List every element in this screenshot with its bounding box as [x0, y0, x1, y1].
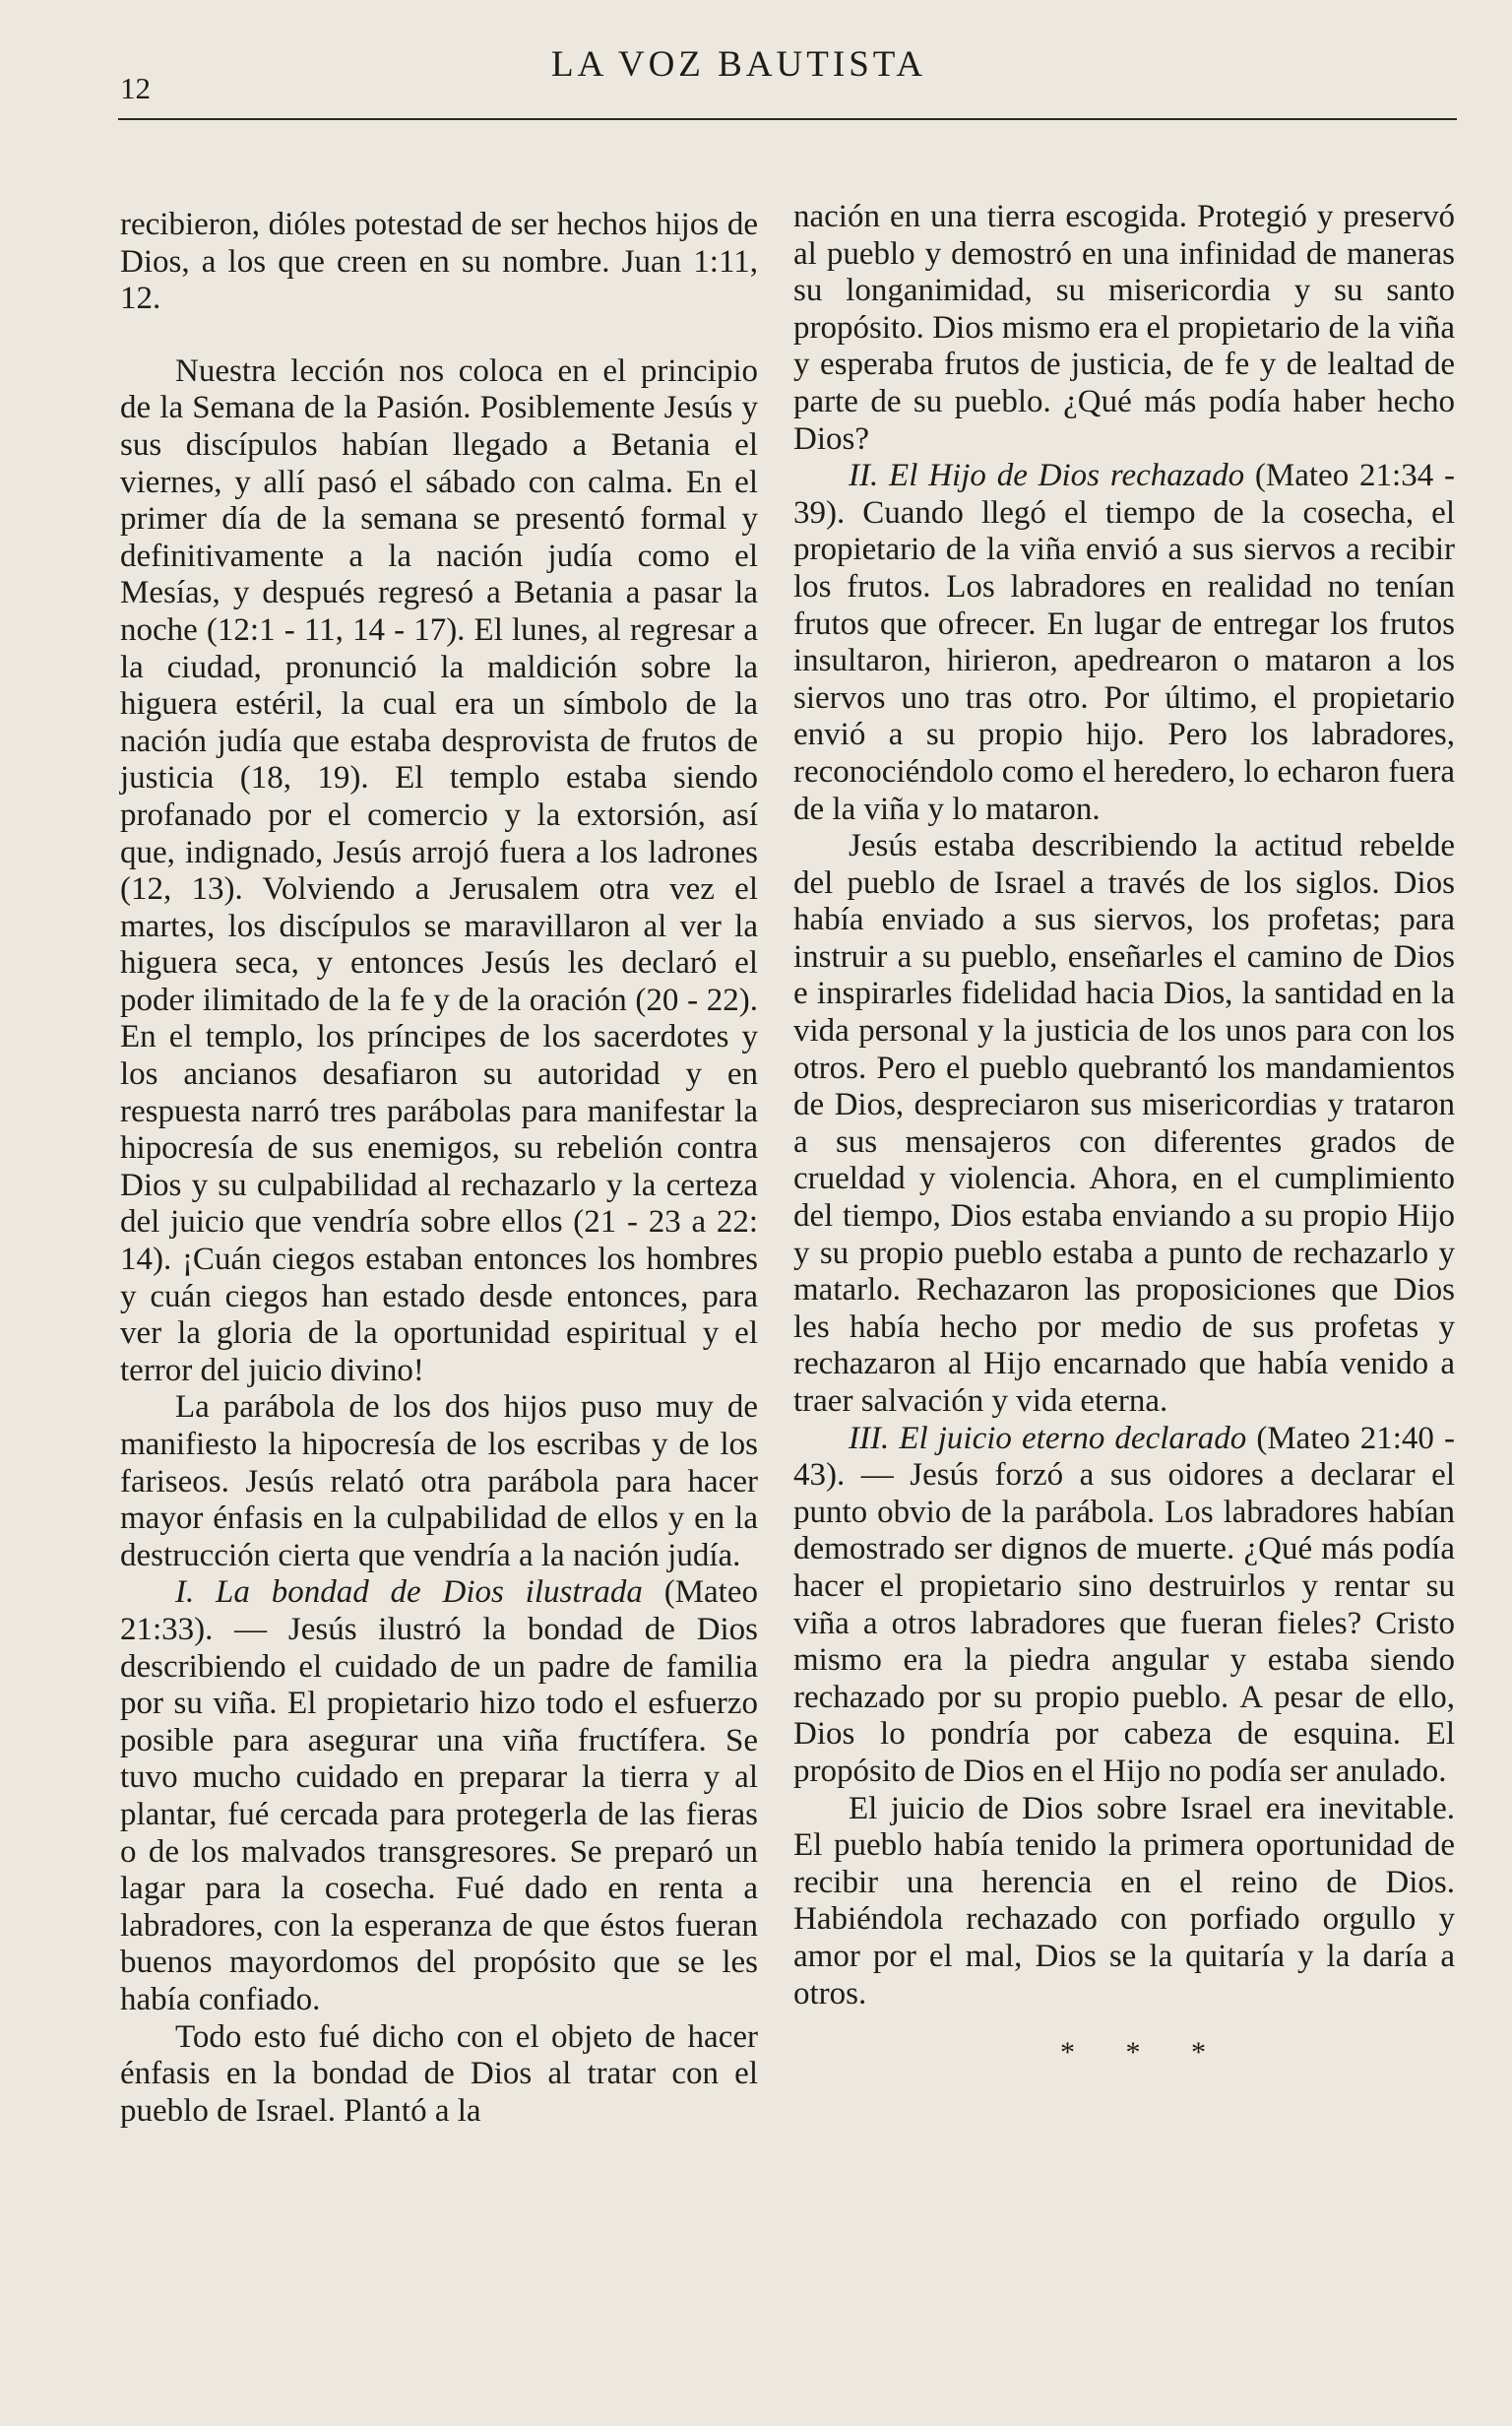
section-two-body: (Mateo 21:34 - 39). Cuando llegó el tiempo de la cosecha, el propietario de la viña envió a sus siervos a recibir los frutos. Los labradores en realidad no tenían frutos que ofrecer. En lugar de entregar los frutos insultaron, hirieron, apedrearon o mataron a los siervos uno tras otro. Por último, el propietario envió a su propio hijo. Pero los labradores, reconociéndolo como el heredero, lo echaron fuera de la viña y lo mataron.	[793, 458, 1456, 827]
running-title: LA VOZ BAUTISTA	[551, 44, 927, 85]
section-one-heading: I. La bondad de Dios ilustrada	[175, 1574, 643, 1611]
section-one	[120, 1574, 758, 2018]
right-column	[793, 199, 1455, 2072]
paragraph-israel-attitude: Jesús estaba describiendo la actitud rebelde del pueblo de Israel a través de los siglos. Dios había enviado a sus siervos, los profetas; para instruir a su pueblo, enseñarles el camino de Dios e inspirarles fidelidad hacia Dios, la santidad en la vida personal y la justicia de los unos para con los otros. Pero el pueblo quebrantó los mandamientos de Dios, despreciaron sus misericordias y trataron a sus mensajeros con diferentes grados de crueldad y violencia. Ahora, en el cumplimiento del tiempo, Dios estaba enviando a su propio Hijo y su propio pueblo estaba a punto de rechazarlo y matarlo. Rechazaron las proposiciones que Dios les había hecho por medio de sus profetas y rechazaron al Hijo encarnado que había venido a traer salvación y vida eterna.	[793, 828, 1455, 1419]
page-header	[0, 0, 1512, 128]
paragraph-goodness: Todo esto fué dicho con el objeto de hacer énfasis en la bondad de Dios al tratar con el pueblo de Israel. Plantó a la	[120, 2018, 758, 2129]
section-three-body: (Mateo 21:40 - 43). — Jesús forzó a sus oidores a declarar el punto obvio de la parábola. Los labradores habían demostrado ser dignos de muerte. ¿Qué más podía hacer el propietario sino destruirlos y rentar su viña a otros labradores que fueran fieles? Cristo mismo era la piedra angular y estaba siendo rechazado por su propio pueblo. A pesar de ello, Dios lo pondría por cabeza de esquina. El propósito de Dios en el Hijo no podía ser anulado.	[793, 1420, 1456, 1789]
left-column	[120, 207, 758, 2130]
paragraph-introduction: Nuestra lección nos coloca en el principio de la Semana de la Pasión. Posiblemente Jesús y sus discípulos habían llegado a Betania el viernes, y allí pasó el sábado con calma. En el primer día de la semana se presentó formal y definitivamente a la nación judía como el Mesías, y después regresó a Betania a pasar la noche (12:1 - 11, 14 - 17). El lunes, al regresar a la ciudad, pronunció la maldición sobre la higuera estéril, la cual era un símbolo de la nación judía que estaba desprovista de frutos de justicia (18, 19). El templo estaba siendo profanado por el comercio y la extorsión, así que, indignado, Jesús arrojó fuera a los ladrones (12, 13). Volviendo a Jerusalem otra vez el martes, los discípulos se maravillaron al ver la higuera seca, y entonces Jesús les declaró el poder ilimitado de la fe y de la oración (20 - 22). En el templo, los príncipes de los sacerdotes y los ancianos desafiaron su autoridad y en respuesta narró tres parábolas para manifestar la hipocresía de sus enemigos, su rebelión contra Dios y su culpabilidad al rechazarlo y la certeza del juicio que vendría sobre ellos (21 - 23 a 22: 14). ¡Cuán ciegos estaban entonces los hombres y cuán ciegos han estado desde entonces, para ver la gloria de la oportunidad espiritual y el terror del juicio divino!	[120, 352, 758, 1388]
header-rule	[118, 118, 1457, 120]
paragraph-parable-context: La parábola de los dos hijos puso muy de manifiesto la hipocresía de los escribas y de los fariseos. Jesús relató otra parábola para hacer mayor énfasis en la culpabilidad de ellos y en la destrucción cierta que vendría a la nación judía.	[120, 1389, 758, 1573]
section-three-heading: III. El juicio eterno declarado	[849, 1420, 1247, 1456]
section-three	[793, 1421, 1455, 1791]
section-two	[793, 458, 1455, 828]
section-two-heading: II. El Hijo de Dios rechazado	[849, 458, 1245, 494]
paragraph-continued-right: nación en una tierra escogida. Protegió y preservó al pueblo y demostró en una infinidad de maneras su longanimidad, su misericordia y su santo propósito. Dios mismo era el propietario de la viña y esperaba frutos de justicia, de fe y de lealtad de parte de su pueblo. ¿Qué más podía haber hecho Dios?	[793, 199, 1455, 457]
paragraph-judgment: El juicio de Dios sobre Israel era inevitable. El pueblo había tenido la primera oportunidad de recibir una herencia en el reino de Dios. Habiéndola rechazado con porfiado orgullo y amor por el mal, Dios se la quitaría y la daría a otros.	[793, 1790, 1455, 2011]
page-number: 12	[120, 71, 151, 105]
paragraph-continued: recibieron, dióles potestad de ser hechos hijos de Dios, a los que creen en su nombre. Juan 1:11, 12.	[120, 207, 758, 317]
section-one-body: (Mateo 21:33). — Jesús ilustró la bondad de Dios describiendo el cuidado de un padre de familia por su viña. El propietario hizo todo el esfuerzo posible para asegurar una viña fructífera. Se tuvo mucho cuidado en preparar la tierra y al plantar, fué cercada para protegerla de las fieras o de los malvados transgresores. Se preparó un lagar para la cosecha. Fué dado en renta a labradores, con la esperanza de que éstos fueran buenos mayordomos del propósito que se les había confiado.	[120, 1574, 758, 2017]
section-end-ornament: * * *	[1060, 2036, 1228, 2070]
